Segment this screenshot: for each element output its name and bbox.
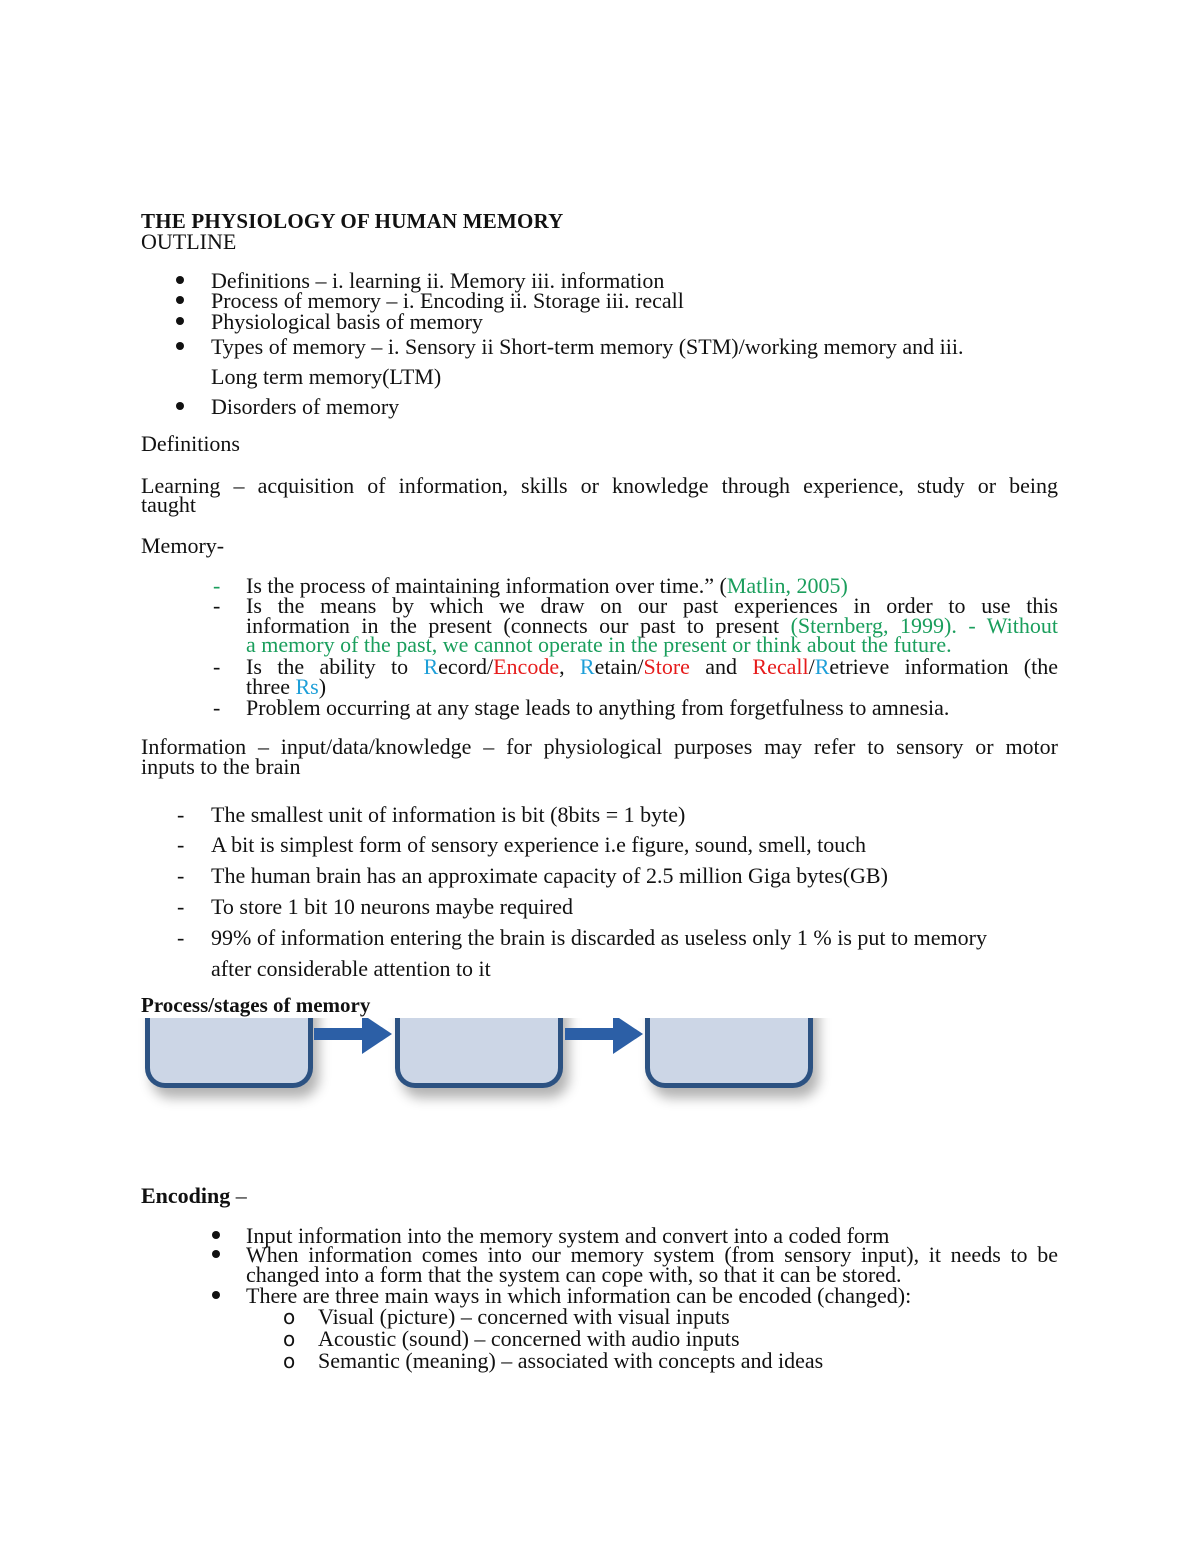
memory-item-line: a memory of the past, we cannot operate in the present or think about the future. — [246, 632, 952, 657]
outline-item-continuation: Long term memory(LTM) — [211, 364, 442, 389]
info-item: The smallest unit of information is bit (8bits = 1 byte) — [211, 802, 686, 827]
info-item: 99% of information entering the brain is discarded as useless only 1 % is put to memory — [211, 925, 987, 950]
highlight-r: R — [579, 654, 595, 679]
learning-definition-line: taught — [141, 492, 196, 517]
highlight-r: R — [814, 654, 830, 679]
highlight-recall: Recall — [752, 654, 809, 679]
dash-marker: - — [213, 695, 221, 720]
process-diagram — [0, 1018, 1200, 1128]
information-definition-line: Information – input/data/knowledge – for physiological purposes may refer to sensory or motor — [141, 734, 1058, 759]
encoding-subitem: Acoustic (sound) – concerned with audio inputs — [318, 1326, 740, 1351]
dash-marker: - — [177, 863, 185, 888]
bullet-icon — [212, 1231, 220, 1239]
highlight-store: Store — [643, 654, 690, 679]
stage-retrieval — [645, 1018, 813, 1088]
bullet-icon — [212, 1250, 220, 1258]
arrow-shaft — [314, 1028, 366, 1040]
bullet-icon — [176, 296, 184, 304]
bullet-icon — [212, 1291, 220, 1299]
dash-marker: - — [177, 894, 185, 919]
citation: (Sternberg, 1999). - Without — [790, 613, 1058, 638]
info-item-continuation: after considerable attention to it — [211, 956, 491, 981]
heading-dash: – — [230, 1183, 247, 1208]
information-definition-line: inputs to the brain — [141, 754, 301, 779]
page-title: THE PHYSIOLOGY OF HUMAN MEMORY — [141, 209, 564, 233]
memory-item-text: etain/ — [594, 654, 644, 679]
memory-item-text: , — [559, 654, 580, 679]
citation: Matlin, 2005) — [726, 573, 848, 598]
stage-encoding — [145, 1018, 313, 1088]
arrow-right-icon — [362, 1018, 392, 1054]
outline-label: OUTLINE — [141, 229, 237, 254]
encoding-heading-line — [141, 1185, 247, 1207]
encoding-subitem: Visual (picture) – concerned with visual inputs — [318, 1304, 730, 1329]
memory-item-text: three — [246, 674, 296, 699]
memory-item-text: / — [808, 654, 815, 679]
info-item: A bit is simplest form of sensory experience i.e figure, sound, smell, touch — [211, 832, 866, 857]
encoding-item: Input information into the memory system and convert into a coded form — [246, 1223, 890, 1248]
encoding-item: When information comes into our memory system (from sensory input), it needs to be — [246, 1242, 1058, 1267]
encoding-item: There are three main ways in which information can be encoded (changed): — [246, 1283, 912, 1308]
outline-item: Definitions – i. learning ii. Memory iii. information — [211, 268, 665, 293]
bullet-icon — [176, 317, 184, 325]
sub-marker: o — [283, 1327, 296, 1351]
bullet-icon — [176, 276, 184, 284]
info-item: To store 1 bit 10 neurons maybe required — [211, 894, 573, 919]
stage-storage — [395, 1018, 563, 1088]
dash-marker: - — [213, 573, 221, 598]
highlight-rs: Rs — [295, 674, 319, 699]
memory-item-line — [246, 656, 1058, 678]
definitions-heading: Definitions — [141, 431, 240, 456]
memory-item-line: Is the means by which we draw on our past experiences in order to use this — [246, 593, 1058, 618]
dash-marker: - — [177, 925, 185, 950]
memory-item-text: Is the process of maintaining information over time.” ( — [246, 573, 727, 598]
dash-marker: - — [213, 593, 221, 618]
memory-label: Memory- — [141, 533, 225, 558]
learning-definition-line: Learning – acquisition of information, skills or knowledge through experience, study or being — [141, 473, 1058, 498]
memory-item-text: information in the present (connects our past to present — [246, 613, 791, 638]
arrow-shaft — [565, 1028, 617, 1040]
dash-marker: - — [177, 802, 185, 827]
memory-item-text: Is the ability to — [246, 654, 424, 679]
outline-item: Process of memory – i. Encoding ii. Storage iii. recall — [211, 288, 684, 313]
memory-item-text: ecord/ — [438, 654, 494, 679]
sub-marker: o — [283, 1349, 296, 1373]
highlight-encode: Encode — [493, 654, 560, 679]
bullet-icon — [176, 342, 184, 350]
info-item: The human brain has an approximate capacity of 2.5 million Giga bytes(GB) — [211, 863, 888, 888]
encoding-subitem: Semantic (meaning) – associated with concepts and ideas — [318, 1348, 824, 1373]
memory-item-text: etrieve information (the — [829, 654, 1059, 679]
outline-item: Types of memory – i. Sensory ii Short-term memory (STM)/working memory and iii. — [211, 334, 964, 359]
process-heading: Process/stages of memory — [141, 993, 371, 1017]
memory-item-text: ) — [318, 674, 327, 699]
outline-item: Disorders of memory — [211, 394, 400, 419]
dash-marker: - — [177, 832, 185, 857]
encoding-item-continuation: changed into a form that the system can cope with, so that it can be stored. — [246, 1262, 902, 1287]
arrow-right-icon — [613, 1018, 643, 1054]
sub-marker: o — [283, 1305, 296, 1329]
bullet-icon — [176, 402, 184, 410]
memory-item-text: and — [689, 654, 753, 679]
dash-marker: - — [213, 654, 221, 679]
encoding-heading: Encoding — [141, 1183, 231, 1208]
highlight-r: R — [423, 654, 439, 679]
outline-item: Physiological basis of memory — [211, 309, 483, 334]
memory-item: Problem occurring at any stage leads to anything from forgetfulness to amnesia. — [246, 695, 950, 720]
